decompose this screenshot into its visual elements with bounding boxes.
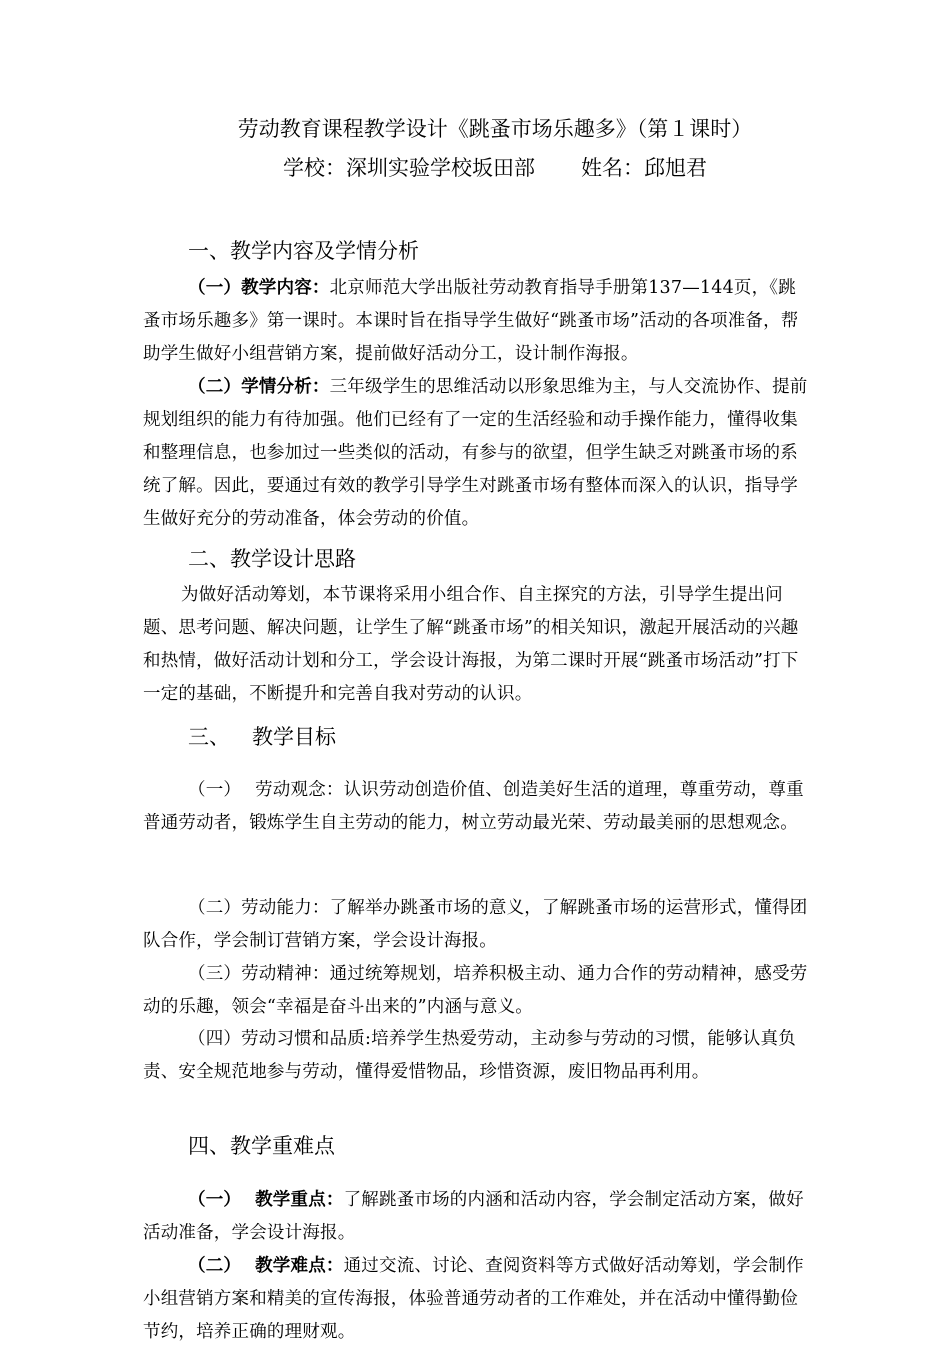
paragraph-teaching-content [143, 272, 811, 371]
section-heading-2: 二、教学设计思路 [188, 547, 356, 571]
paragraph-text: 三年级学生的思维活动以形象思维为主，与人交流协作、提前规划组织的能力有待加强。他们已经有了一定的生活经验和动手操作能力，懂得收集和整理信息，也参加过一些类似的活动，有参与的欲望，但学生缺乏对跳蚤市场的系统了解。因此，要通过有效的教学引导学生对跳蚤市场有整体而深入的认识，指导学生做好充分的劳动准备，体会劳动的价值。 [143, 377, 808, 529]
section-heading-1: 一、教学内容及学情分析 [188, 239, 419, 263]
document-subtitle [0, 153, 950, 183]
paragraph-goal-concept: （一） 劳动观念：认识劳动创造价值、创造美好生活的道理，尊重劳动，尊重普通劳动者，锻炼学生自主劳动的能力，树立劳动最光荣、劳动最美丽的思想观念。 [143, 780, 804, 833]
school-name: 学校：深圳实验学校坂田部 [283, 156, 535, 180]
section-heading-3: 三、 教学目标 [188, 725, 336, 749]
paragraph-goal-spirit: （三）劳动精神：通过统筹规划，培养积极主动、通力合作的劳动精神，感受劳动的乐趣，领会“幸福是奋斗出来的”内涵与意义。 [143, 964, 808, 1017]
paragraph-goal-habit: （四）劳动习惯和品质:培养学生热爱劳动，主动参与劳动的习惯，能够认真负责、安全规范地参与劳动，懂得爱惜物品，珍惜资源，废旧物品再利用。 [143, 1029, 796, 1082]
paragraph-label: （二）学情分析： [188, 377, 330, 397]
paragraph-text: 北京师范大学出版社劳动教育指导手册第137—144页，《跳蚤市场乐趣多》第一课时。本课时旨在指导学生做好“跳蚤市场”活动的各项准备，帮助学生做好小组营销方案，提前做好活动分工，设计制作海报。 [143, 278, 799, 364]
paragraph-design-idea: 为做好活动筹划，本节课将采用小组合作、自主探究的方法，引导学生提出问题、思考问题、解决问题，让学生了解“跳蚤市场”的相关知识，激起开展活动的兴趣和热情，做好活动计划和分工，学会设计海报，为第二课时开展“跳蚤市场活动”打下一定的基础，不断提升和完善自我对劳动的认识。 [143, 585, 799, 704]
paragraph-student-analysis [143, 371, 811, 536]
paragraph-key-point: （一） 教学重点：了解跳蚤市场的内涵和活动内容，学会制定活动方案，做好活动准备，学会设计海报。 [143, 1190, 804, 1243]
document-title: 劳动教育课程教学设计《跳蚤市场乐趣多》（第１课时） [237, 117, 753, 141]
author-name: 姓名：邱旭君 [581, 156, 707, 180]
paragraph-label: （一）教学内容： [188, 278, 330, 298]
paragraph-goal-ability: （二）劳动能力：了解举办跳蚤市场的意义，了解跳蚤市场的运营形式，懂得团队合作，学会制订营销方案，学会设计海报。 [143, 898, 808, 951]
paragraph-difficult-point: （二） 教学难点：通过交流、讨论、查阅资料等方式做好活动筹划，学会制作小组营销方案和精美的宣传海报，体验普通劳动者的工作难处，并在活动中懂得勤俭节约，培养正确的理财观。 [143, 1256, 804, 1342]
section-heading-4: 四、教学重难点 [188, 1134, 335, 1158]
